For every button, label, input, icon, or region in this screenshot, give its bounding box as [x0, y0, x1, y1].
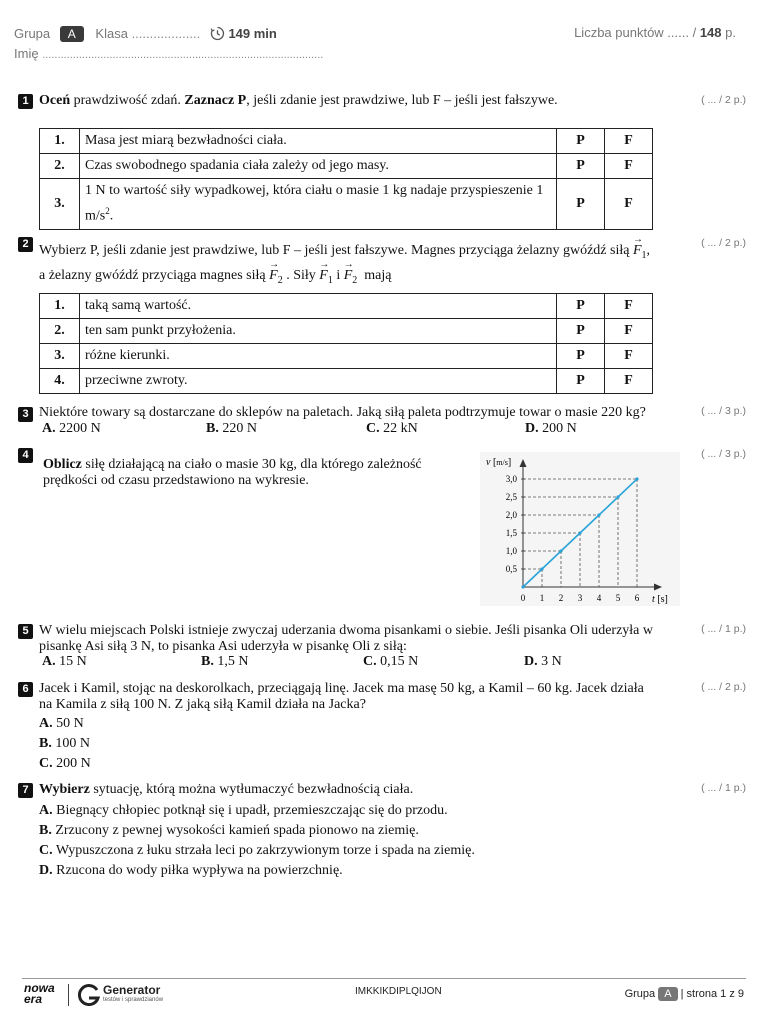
answer-option[interactable]: B. 100 N	[39, 736, 90, 751]
option-f[interactable]: F	[605, 294, 653, 319]
data-point	[559, 549, 562, 552]
row-number: 3.	[40, 179, 80, 230]
q1-points: ( ... / 2 p.)	[701, 94, 746, 106]
generator-g-icon	[77, 983, 101, 1007]
q1-prompt: Oceń prawdziwość zdań. Zaznacz P, jeśli zdanie jest prawdziwe, lub F – jeśli jest fałszywe.	[39, 93, 558, 108]
option-f[interactable]: F	[605, 319, 653, 344]
x-tick-label: 1	[539, 593, 545, 603]
table-row	[40, 179, 653, 230]
row-number: 2.	[40, 154, 80, 179]
data-point	[540, 567, 543, 570]
option-p[interactable]: P	[557, 129, 605, 154]
table-row	[40, 369, 653, 394]
answer-option[interactable]: C. 200 N	[39, 756, 91, 771]
answer-option[interactable]: B. 1,5 N	[201, 654, 249, 669]
x-axis-arrow	[654, 584, 662, 591]
answer-option[interactable]: C. 22 kN	[366, 421, 418, 436]
q7-prompt: Wybierz sytuację, którą można wytłumaczyć bezwładnością ciała.	[39, 782, 414, 797]
option-f[interactable]: F	[605, 179, 653, 230]
answer-option[interactable]: A. Biegnący chłopiec potknął się i upadł, przemieszczając się do przodu.	[39, 803, 448, 818]
data-point	[635, 477, 638, 480]
table-row	[40, 344, 653, 369]
data-point	[521, 585, 524, 588]
y-tick-label: 1,5	[505, 528, 517, 538]
y-tick-label: 1,0	[505, 546, 517, 556]
y-tick-label: 3,0	[505, 474, 517, 484]
statement: przeciwne zwroty.	[80, 369, 557, 394]
points-label: Liczba punktów ...... /	[574, 25, 697, 40]
row-number: 1.	[40, 294, 80, 319]
x-tick-label: 6	[634, 593, 640, 603]
q1-table	[39, 128, 653, 230]
points-unit: p.	[725, 25, 736, 40]
clock-icon	[210, 26, 225, 44]
table-row	[40, 294, 653, 319]
group-badge: A	[60, 26, 84, 42]
option-p[interactable]: P	[557, 179, 605, 230]
option-f[interactable]: F	[605, 154, 653, 179]
answer-option[interactable]: D. 200 N	[525, 421, 577, 436]
question-number: 5	[18, 624, 33, 639]
y-tick-label: 0,5	[505, 564, 517, 574]
option-p[interactable]: P	[557, 294, 605, 319]
document-code: IMKKIKDIPLQIJON	[355, 986, 442, 997]
option-p[interactable]: P	[557, 344, 605, 369]
table-row	[40, 319, 653, 344]
points-total: 148	[699, 25, 722, 40]
row-number: 2.	[40, 319, 80, 344]
statement: Czas swobodnego spadania ciała zależy od jego masy.	[80, 154, 557, 179]
y-axis-arrow	[520, 459, 527, 467]
q7-points: ( ... / 1 p.)	[701, 782, 746, 794]
question-number: 6	[18, 682, 33, 697]
answer-option[interactable]: C. Wypuszczona z łuku strzała leci po zakrzywionym torze i spada na ziemię.	[39, 843, 475, 858]
statement: ten sam punkt przyłożenia.	[80, 319, 557, 344]
x-tick-label: 2	[558, 593, 564, 603]
option-f[interactable]: F	[605, 344, 653, 369]
question-number: 1	[18, 94, 33, 109]
option-f[interactable]: F	[605, 369, 653, 394]
option-f[interactable]: F	[605, 129, 653, 154]
q2-line2: a żelazny gwóźdź przyciąga magnes siłą → $F_2$ . Siły → $F_1$ $i \to F_2$ mają	[39, 268, 392, 289]
y-tick-label: 2,0	[505, 510, 517, 520]
answer-option[interactable]: A. 2200 N	[42, 421, 101, 436]
velocity-time-chart	[480, 452, 680, 606]
y-axis-label: v [m/s]	[486, 457, 512, 468]
answer-option[interactable]: B. Zrzucony z pewnej wysokości kamień spada pionowo na ziemię.	[39, 823, 419, 838]
time-limit: 149 min	[228, 26, 277, 41]
nowa-era-logo: nowa era	[24, 981, 55, 1006]
answer-option[interactable]: B. 220 N	[206, 421, 257, 436]
row-number: 1.	[40, 129, 80, 154]
q6-points: ( ... / 2 p.)	[701, 681, 746, 693]
x-tick-label: 5	[615, 593, 621, 603]
option-p[interactable]: P	[557, 319, 605, 344]
q6-line1: Jacek i Kamil, stojąc na deskorolkach, przeciągają linę. Jacek ma masę 50 kg, a Kamil – 60 kg. Jacek działa	[39, 681, 644, 696]
x-axis-label: t [s]	[652, 594, 668, 605]
answer-option[interactable]: D. 3 N	[524, 654, 562, 669]
question-number: 2	[18, 237, 33, 252]
question-number: 4	[18, 448, 33, 463]
answer-option[interactable]: D. Rzucona do wody piłka wypływa na powierzchnię.	[39, 863, 343, 878]
name-row	[14, 46, 323, 61]
q5-line1: W wielu miejscach Polski istnieje zwyczaj uderzania dwoma pisankami o siebie. Jeśli pisanka Oli uderzyła w	[39, 623, 654, 638]
data-point	[578, 531, 581, 534]
q2-line1: Wybierz P, jeśli zdanie jest prawdziwe, lub F – jeśli jest fałszywe. Magnes przyciąga żelazny gwóźdź siłą → $F_1$,	[39, 243, 650, 264]
logo-divider	[68, 984, 69, 1006]
name-field[interactable]: ............................................................................................	[42, 49, 324, 61]
q5-points: ( ... / 1 p.)	[701, 623, 746, 635]
option-p[interactable]: P	[557, 369, 605, 394]
footer-page-info: Grupa A | strona 1 z 9	[624, 988, 744, 1000]
x-tick-label: 0	[520, 593, 526, 603]
footer-divider	[22, 978, 746, 979]
q6-line2: na Kamila z siłą 100 N. Z jaką siłą Kamil działa na Jacka?	[39, 697, 366, 712]
statement: różne kierunki.	[80, 344, 557, 369]
option-p[interactable]: P	[557, 154, 605, 179]
row-number: 3.	[40, 344, 80, 369]
x-tick-label: 3	[577, 593, 583, 603]
question-number: 3	[18, 407, 33, 422]
statement: 1 N to wartość siły wypadkowej, która ciału o masie 1 kg nadaje przyspieszenie 1 $m/s^2$.	[80, 179, 557, 230]
x-tick-label: 4	[596, 593, 602, 603]
y-tick-label: 2,5	[505, 492, 517, 502]
question-number: 7	[18, 783, 33, 798]
row-number: 4.	[40, 369, 80, 394]
answer-option[interactable]: A. 15 N	[42, 654, 87, 669]
group-label: Grupa	[14, 26, 51, 41]
q4-prompt: Oblicz siłę działającą na ciało o masie 30 kg, dla którego zależność prędkości od czasu przedstawiono na wykresie.	[43, 457, 422, 488]
table-row	[40, 129, 653, 154]
points-summary	[574, 25, 736, 40]
statement: taką samą wartość.	[80, 294, 557, 319]
answer-option[interactable]: C. 0,15 N	[363, 654, 419, 669]
name-label: Imię	[14, 46, 39, 61]
q3-prompt: Niektóre towary są dostarczane do sklepów na paletach. Jaką siłą paleta podtrzymuje towar o masie 220 kg?	[39, 405, 646, 420]
q5-line2: pisankę Asi siłą 3 N, to pisanka Asi uderzyła w pisankę Oli z siłą:	[39, 639, 407, 654]
statement: Masa jest miarą bezwładności ciała.	[80, 129, 557, 154]
q2-table	[39, 293, 653, 394]
q4-points: ( ... / 3 p.)	[701, 448, 746, 460]
class-label: Klasa	[95, 26, 128, 41]
class-field[interactable]: ...................	[131, 26, 201, 41]
q2-points: ( ... / 2 p.)	[701, 237, 746, 249]
data-point	[616, 495, 619, 498]
data-point	[597, 513, 600, 516]
table-row	[40, 154, 653, 179]
q3-points: ( ... / 3 p.)	[701, 405, 746, 417]
answer-option[interactable]: A. 50 N	[39, 716, 84, 731]
header-group	[14, 26, 277, 44]
